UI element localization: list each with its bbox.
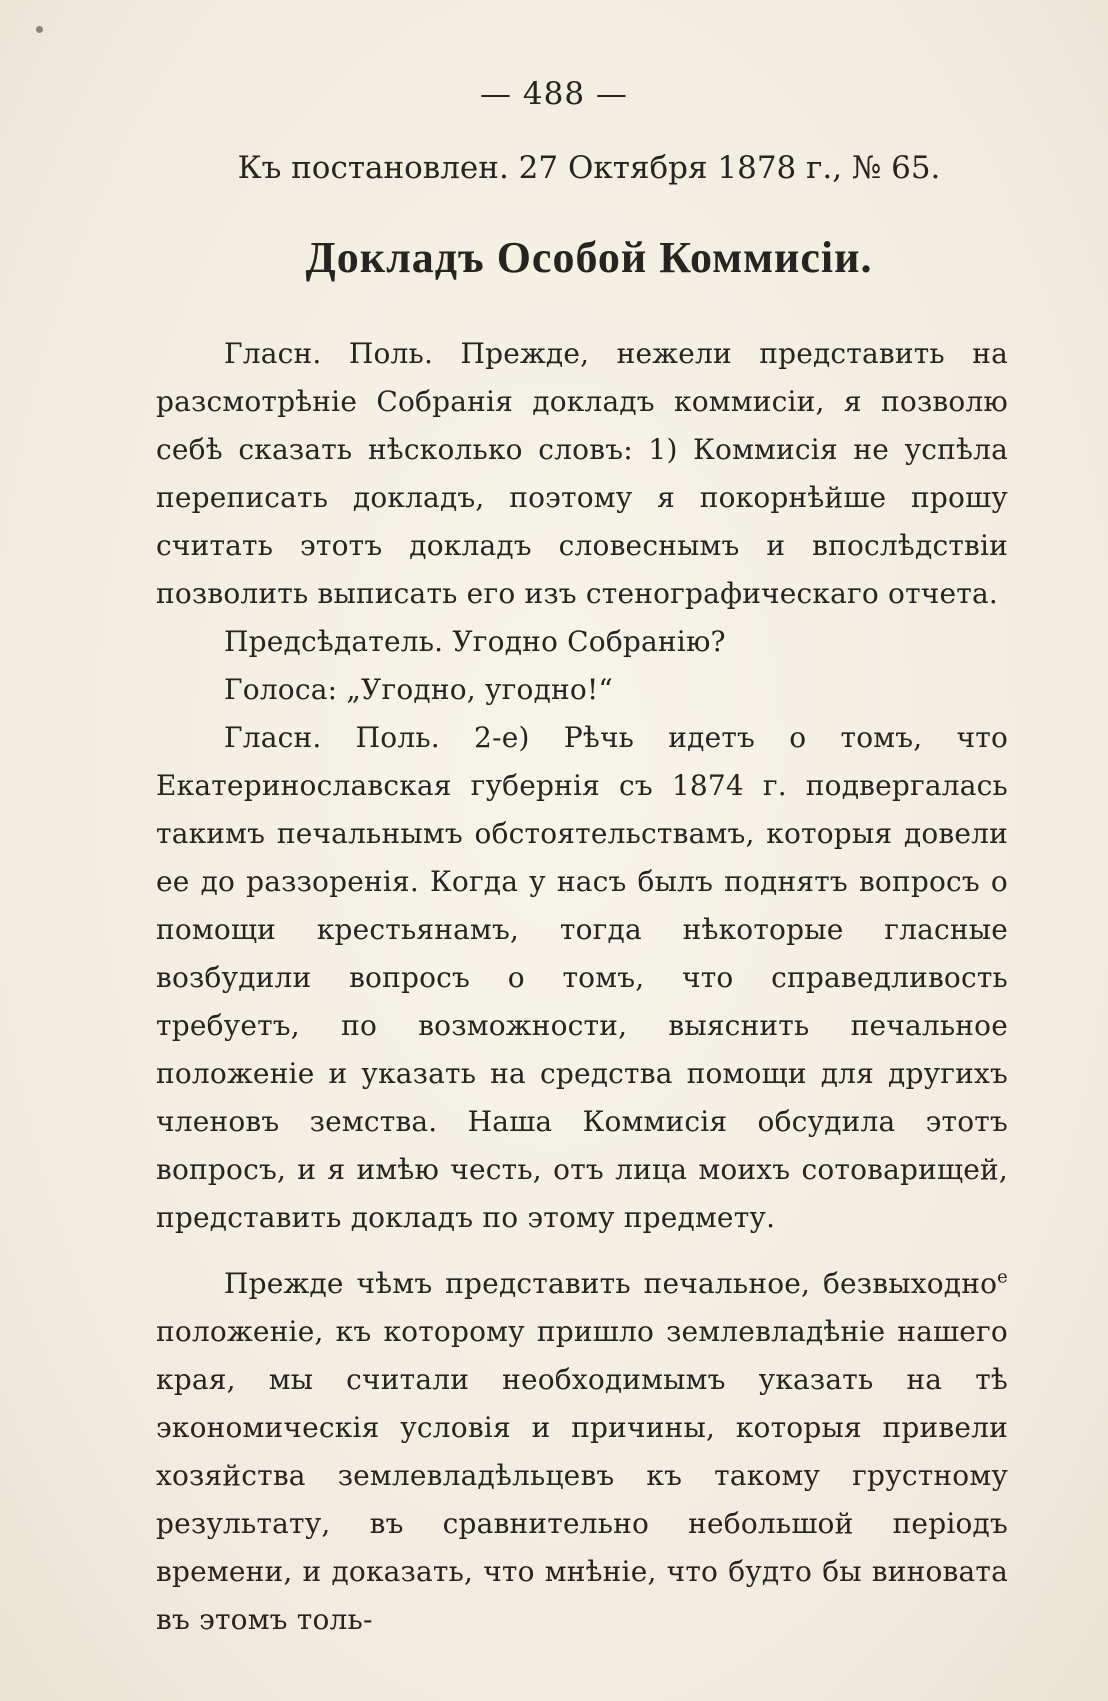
paragraph-final: [156, 1260, 1008, 1644]
page-number: — 488 —: [480, 76, 628, 112]
resolution-reference: Къ постановлен. 27 Октября 1878 г., № 65.: [237, 150, 941, 186]
paragraph: Гласн. Поль. 2-е) Рѣчь идетъ о томъ, что Екатеринославская губернія съ 1874 г. подвергалась такимъ печальнымъ обстоятельствамъ, которыя довели ее до раззоренія. Когда у насъ былъ поднятъ вопросъ о помощи крестьянамъ, тогда нѣкоторые гласные возбудили вопросъ о томъ, что справедливость требуетъ, по возможности, выяснить печальное положеніе и указать на средства помощи для другихъ членовъ земства. Наша Коммисія обсудила этотъ вопросъ, и я имѣю честь, отъ лица моихъ сотоварищей, представить докладъ по этому предмету.: [156, 721, 1008, 1234]
paragraph: Голоса: „Угодно, угодно!“: [224, 673, 613, 706]
page-title: Докладъ Особой Коммисіи.: [305, 233, 873, 282]
superscript-letter: е: [997, 1266, 1008, 1288]
body-text: [156, 330, 1008, 1644]
paragraph-final-rest: положеніе, къ которому пришло землевладѣніе нашего края, мы считали необходимымъ указать на тѣ экономическія условія и причины, которыя привели хозяйства землевладѣльцевъ къ такому грустному результату, въ сравнительно небольшой періодъ времени, и доказать, что мнѣніе, что будто бы виновата въ этомъ толь-: [156, 1315, 1008, 1636]
paragraph: Гласн. Поль. Прежде, нежели представить на разсмотрѣніе Собранія докладъ коммисіи, я позволю себѣ сказать нѣсколько словъ: 1) Коммисія не успѣла переписать докладъ, поэтому я покорнѣйше прошу считать этотъ докладъ словеснымъ и впослѣдствіи позволить выписать его изъ стенографическаго отчета.: [156, 337, 1008, 610]
paragraph-final-start: Прежде чѣмъ представить печальное, безвыходно: [224, 1267, 998, 1300]
ink-speck: [36, 26, 43, 33]
paragraph: Предсѣдатель. Угодно Собранію?: [224, 625, 726, 658]
